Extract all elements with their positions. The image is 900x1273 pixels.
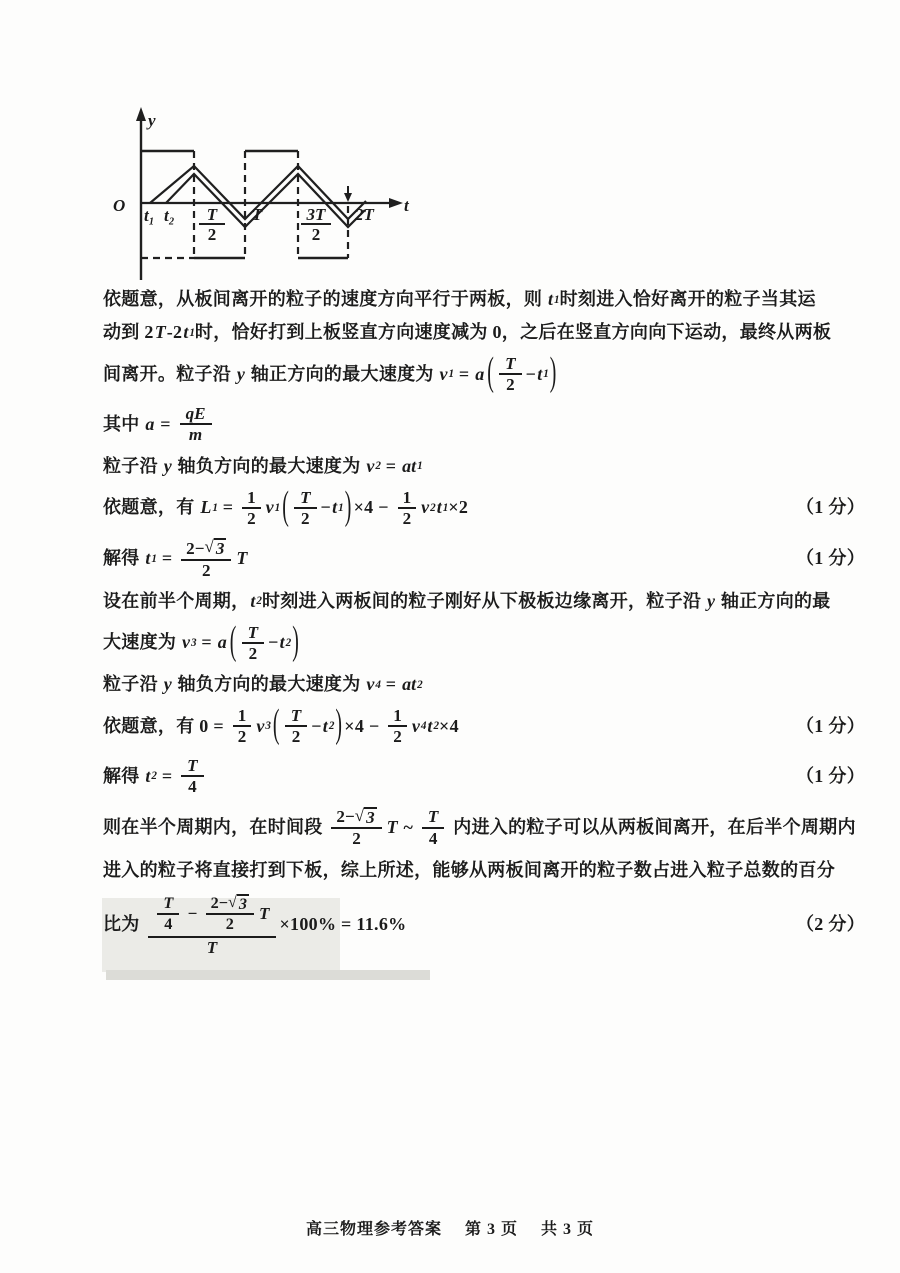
line-content: 设在前半个周期， t 2 时刻进入两板间的粒子刚好从下极板边缘离开，粒子沿 y 轴正方向的最 — [103, 588, 831, 615]
score-label: （1 分） — [796, 765, 865, 786]
text-run: 依题意，有 0 = — [103, 715, 229, 736]
math-variable: T — [290, 706, 302, 726]
denominator — [201, 938, 223, 957]
math-variable: m — [188, 425, 203, 445]
text-run: = — [157, 548, 178, 569]
right-paren: ) — [335, 701, 343, 747]
math-variable: t — [322, 715, 328, 736]
numerator — [148, 892, 275, 938]
paren-group: ( $\frac{T}{2}$ − t 2 ) — [272, 701, 343, 747]
fraction — [285, 706, 307, 746]
math-variable: v — [439, 363, 448, 384]
text-run: 2− — [186, 538, 205, 558]
fraction — [398, 488, 417, 528]
text-run: 进入的粒子将直接打到下板，综上所述，能够从两板间离开的粒子数占进入粒子总数的百分 — [103, 859, 835, 880]
text-run: 1 — [402, 487, 412, 507]
text-run: 1 — [247, 487, 256, 507]
math-variable: y — [707, 590, 715, 611]
text-run: = — [196, 632, 217, 653]
math-variable: at — [402, 455, 417, 476]
numerator — [181, 538, 231, 561]
math-variable: T — [163, 894, 174, 913]
math-variable: a — [145, 413, 155, 434]
line-content: 解得 t 1 = 2− √ 3 2 T — [103, 536, 248, 580]
t1-label: t₁ — [144, 206, 155, 225]
text-run: 粒子沿 — [103, 455, 163, 476]
text-run: ×100% = 11.6% — [279, 913, 407, 934]
denominator — [183, 425, 208, 444]
text-run: 2 — [237, 727, 247, 747]
text-run: 解得 — [103, 548, 145, 569]
text-run: 其中 — [103, 413, 145, 434]
answer-line — [103, 588, 865, 615]
score-label: （1 分） — [796, 715, 865, 736]
denominator — [388, 727, 407, 746]
math-variable: y — [236, 363, 245, 384]
math-variable: v — [256, 715, 265, 736]
numerator — [242, 488, 261, 509]
text-run: 2 — [301, 508, 310, 528]
answer-line — [103, 453, 865, 480]
three-half-period-denominator: 2 — [311, 225, 321, 244]
line-content: 解得 t 2 = $\frac{T}{4}$ — [103, 754, 208, 798]
text-run: = — [380, 674, 402, 695]
text-run: 2 — [202, 560, 211, 580]
text-run: − — [525, 363, 537, 384]
t-axis-arrow-icon — [389, 198, 403, 208]
math-variable: at — [402, 674, 417, 695]
answer-line — [103, 319, 865, 346]
text-run: 4 — [188, 777, 197, 797]
math-variable: v — [366, 674, 375, 695]
line-content: 粒子沿 y 轴负方向的最大速度为 v 2 = at 1 — [103, 453, 423, 480]
text-run: 粒子沿 — [103, 674, 163, 695]
line-content: 依题意，有 L 1 = $\frac{1}{2}$ v 1 ( $\frac{T}{2}$ − t 1 ) ×4 − $\frac{1}{2}$ v 2 t 1 ×2 — [103, 483, 469, 529]
text-run: 动到 2 — [103, 322, 154, 342]
text-run: − — [311, 715, 322, 736]
sqrt — [228, 894, 249, 914]
line-content: 动到 2 T -2 t 1 时，恰好打到上板竖直方向速度减为 0，之后在竖直方向向下运动，最终从两板 — [103, 319, 831, 346]
denominator — [197, 561, 216, 580]
text-run: 轴正方向的最 — [716, 590, 831, 611]
math-variable: v — [182, 632, 190, 653]
math-variable: T — [259, 904, 270, 924]
numerator — [294, 488, 316, 509]
denominator — [398, 509, 417, 528]
fraction — [242, 623, 264, 663]
fraction — [499, 354, 521, 394]
answer-line — [103, 805, 865, 851]
line-content: 间离开。粒子沿 y 轴正方向的最大速度为 v 1 = a ( $\frac{T}{2}$ − t 1 ) — [103, 349, 557, 395]
numerator — [180, 404, 212, 425]
numerator — [285, 706, 307, 727]
text-run: 依题意，有 — [103, 497, 200, 518]
text-run: 时刻进入两板间的粒子刚好从下极板边缘离开，粒子沿 — [262, 590, 706, 611]
line-content — [103, 857, 835, 884]
text-run: = — [157, 765, 178, 786]
answer-line — [103, 890, 865, 959]
sqrt — [204, 538, 226, 559]
text-run: 2 — [402, 508, 412, 528]
radical-sign: √ — [354, 805, 365, 825]
text-run: 内进入的粒子可以从两板间离开，在后半个周期内 — [448, 817, 856, 838]
math-variable: t — [145, 765, 151, 786]
math-variable: y — [163, 455, 172, 476]
answer-line — [103, 402, 865, 446]
origin-label: O — [113, 196, 126, 215]
math-variable: v — [265, 497, 274, 518]
score-label: （2 分） — [796, 913, 865, 934]
fraction — [233, 706, 252, 746]
fraction — [242, 488, 261, 528]
radicand: 3 — [238, 894, 248, 913]
fraction — [157, 894, 179, 932]
period-label: T — [252, 205, 263, 224]
math-variable: a — [475, 363, 485, 384]
fraction — [331, 807, 381, 849]
left-paren: ( — [487, 349, 495, 395]
denominator — [159, 915, 177, 933]
math-variable: t — [183, 322, 189, 342]
text-run: 2 — [247, 508, 256, 528]
text-run: 轴负方向的最大速度为 — [172, 674, 366, 695]
text-run: 2 — [225, 915, 234, 934]
numerator — [388, 706, 407, 727]
numerator — [398, 488, 417, 509]
text-run: − — [268, 632, 279, 653]
fraction — [206, 894, 254, 934]
t2-label: t₂ — [164, 206, 175, 225]
half-period-denominator: 2 — [207, 225, 217, 244]
numerator — [233, 706, 252, 727]
answer-line — [103, 754, 865, 798]
answer-line — [103, 286, 865, 313]
text-run: = — [155, 413, 176, 434]
text-run: 间离开。粒子沿 — [103, 363, 236, 384]
denominator — [242, 509, 261, 528]
math-variable: t — [427, 715, 433, 736]
y-axis-arrow-icon — [136, 107, 146, 121]
text-run: 比为 — [103, 913, 145, 934]
numerator — [157, 894, 179, 914]
math-variable: qE — [185, 404, 206, 424]
t-axis-label: t — [404, 196, 409, 215]
text-run: -2 — [166, 322, 183, 342]
text-run: 大速度为 — [103, 632, 181, 653]
numerator — [181, 756, 203, 777]
text-run: 轴负方向的最大速度为 — [172, 455, 366, 476]
radical-sign: √ — [228, 892, 237, 911]
fraction — [422, 807, 444, 847]
math-variable: T — [187, 756, 198, 776]
fraction — [181, 756, 203, 796]
text-run: = — [380, 455, 402, 476]
math-variable: v — [411, 715, 420, 736]
line-content: 大速度为 v 3 = a ( $\frac{T}{2}$ − t 2 ) — [103, 618, 300, 664]
numerator — [242, 623, 264, 644]
paren-group: ( $\frac{T}{2}$ − t 1 ) — [487, 349, 557, 395]
score-label: （1 分） — [796, 548, 865, 569]
right-paren: ) — [292, 618, 300, 664]
answer-line — [103, 349, 865, 396]
text-run: 4 — [428, 828, 438, 848]
math-variable: T — [154, 322, 166, 342]
paren-group: ( $\frac{T}{2}$ − t 1 ) — [282, 483, 352, 529]
three-half-period-numerator: 3T — [306, 205, 326, 224]
numerator — [422, 807, 444, 828]
text-run: − — [320, 497, 332, 518]
answer-line — [103, 483, 865, 530]
fraction — [148, 892, 275, 957]
denominator — [501, 375, 520, 394]
two-period-label: 2T — [355, 205, 374, 224]
answer-line — [103, 701, 865, 748]
math-variable: v — [366, 455, 375, 476]
text-run: 则在半个周期内，在时间段 — [103, 817, 328, 838]
text-run: 解得 — [103, 765, 145, 786]
left-paren: ( — [282, 483, 290, 529]
radicand: 3 — [215, 538, 225, 558]
sqrt — [355, 807, 377, 828]
math-variable: T — [386, 817, 398, 838]
text-run: ×4 — [439, 715, 459, 736]
down-arrow-icon — [344, 193, 352, 202]
math-variable: t — [250, 590, 256, 611]
text-run: 1 — [237, 706, 247, 726]
radical-sign: √ — [204, 536, 214, 556]
text-run: 2 — [393, 727, 402, 747]
text-run: ×2 — [448, 497, 469, 518]
text-run: 2 — [248, 643, 258, 663]
denominator — [221, 915, 239, 933]
math-variable: T — [427, 807, 439, 827]
math-variable: y — [163, 674, 172, 695]
right-paren: ) — [344, 483, 352, 529]
math-variable: t — [548, 289, 554, 309]
math-variable: T — [236, 548, 248, 569]
scan-artifact-strip — [106, 970, 430, 980]
text-run: 轴正方向的最大速度为 — [245, 363, 439, 384]
math-variable: T — [300, 487, 311, 507]
answer-line — [103, 671, 865, 698]
math-variable: v — [421, 497, 430, 518]
math-variable: t — [145, 548, 151, 569]
text-run: 依题意，从板间离开的粒子的速度方向平行于两板，则 — [103, 289, 547, 309]
line-content: 粒子沿 y 轴负方向的最大速度为 v 4 = at 2 — [103, 671, 423, 698]
fraction — [294, 488, 316, 528]
math-variable: a — [217, 632, 227, 653]
math-variable: T — [505, 354, 516, 373]
text-run: = — [217, 497, 239, 518]
line-content: 依题意，从板间离开的粒子的速度方向平行于两板，则 t 1 时刻进入恰好离开的粒子当其运 — [103, 286, 816, 313]
numerator — [331, 807, 381, 830]
answer-line — [103, 857, 865, 884]
waveform-svg — [98, 106, 448, 290]
answer-line — [103, 618, 865, 665]
denominator — [347, 829, 366, 848]
denominator — [244, 644, 263, 663]
denominator — [287, 727, 306, 746]
left-paren: ( — [229, 618, 237, 664]
text-run: ×4 − — [344, 715, 385, 736]
math-variable: t — [332, 497, 338, 518]
text-run: 4 — [164, 914, 173, 933]
denominator — [296, 509, 315, 528]
denominator — [183, 777, 202, 796]
text-run: 2 — [352, 829, 361, 849]
radicand: 3 — [366, 807, 375, 827]
fraction — [388, 706, 407, 746]
math-variable: T — [247, 622, 259, 642]
line-content — [103, 890, 406, 959]
footer-page-number: 第 3 页 — [464, 1221, 518, 1238]
numerator — [499, 354, 521, 375]
math-variable: T — [206, 937, 218, 957]
text-run: 1 — [393, 706, 402, 726]
half-period-numerator: T — [206, 205, 218, 224]
line-content: 依题意，有 0 = $\frac{1}{2}$ v 3 ( $\frac{T}{2}$ − t 2 ) ×4 − $\frac{1}{2}$ v 4 t 2 ×4 — [103, 701, 459, 747]
page-footer — [0, 1216, 900, 1239]
denominator — [233, 727, 252, 746]
text-run: 设在前半个周期， — [103, 590, 250, 611]
triangle-wave-inner — [166, 174, 365, 227]
math-variable: t — [537, 363, 543, 384]
math-variable: t — [436, 497, 442, 518]
text-run: 2 — [291, 727, 301, 747]
fraction — [180, 404, 212, 444]
paren-group: ( $\frac{T}{2}$ − t 2 ) — [229, 618, 300, 664]
line-content — [103, 805, 856, 851]
text-run: ~ — [398, 817, 418, 838]
text-run: 2 — [506, 375, 515, 395]
line-content — [103, 402, 216, 446]
text-run: = — [454, 363, 475, 384]
footer-page-total: 共 3 页 — [541, 1221, 595, 1238]
text-run: 2− — [210, 894, 228, 913]
text-run: − — [183, 904, 202, 924]
answer-line — [103, 536, 865, 582]
footer-title: 高三物理参考答案 — [305, 1221, 442, 1238]
answer-text — [103, 286, 865, 965]
score-label: （1 分） — [796, 497, 865, 518]
math-variable: L — [200, 497, 212, 518]
math-variable: t — [279, 632, 285, 653]
numerator — [206, 894, 254, 916]
text-run: 2− — [336, 807, 355, 827]
waveform-figure — [98, 106, 448, 290]
y-axis-label: y — [148, 111, 156, 130]
text-run: 时刻进入恰好离开的粒子当其运 — [559, 289, 816, 309]
left-paren: ( — [272, 701, 280, 747]
fraction — [181, 538, 231, 580]
text-run: 时，恰好打到上板竖直方向速度减为 0，之后在竖直方向向下运动，最终从两板 — [194, 322, 832, 342]
right-paren: ) — [549, 349, 557, 395]
text-run: ×4 − — [353, 497, 394, 518]
denominator — [424, 829, 443, 848]
